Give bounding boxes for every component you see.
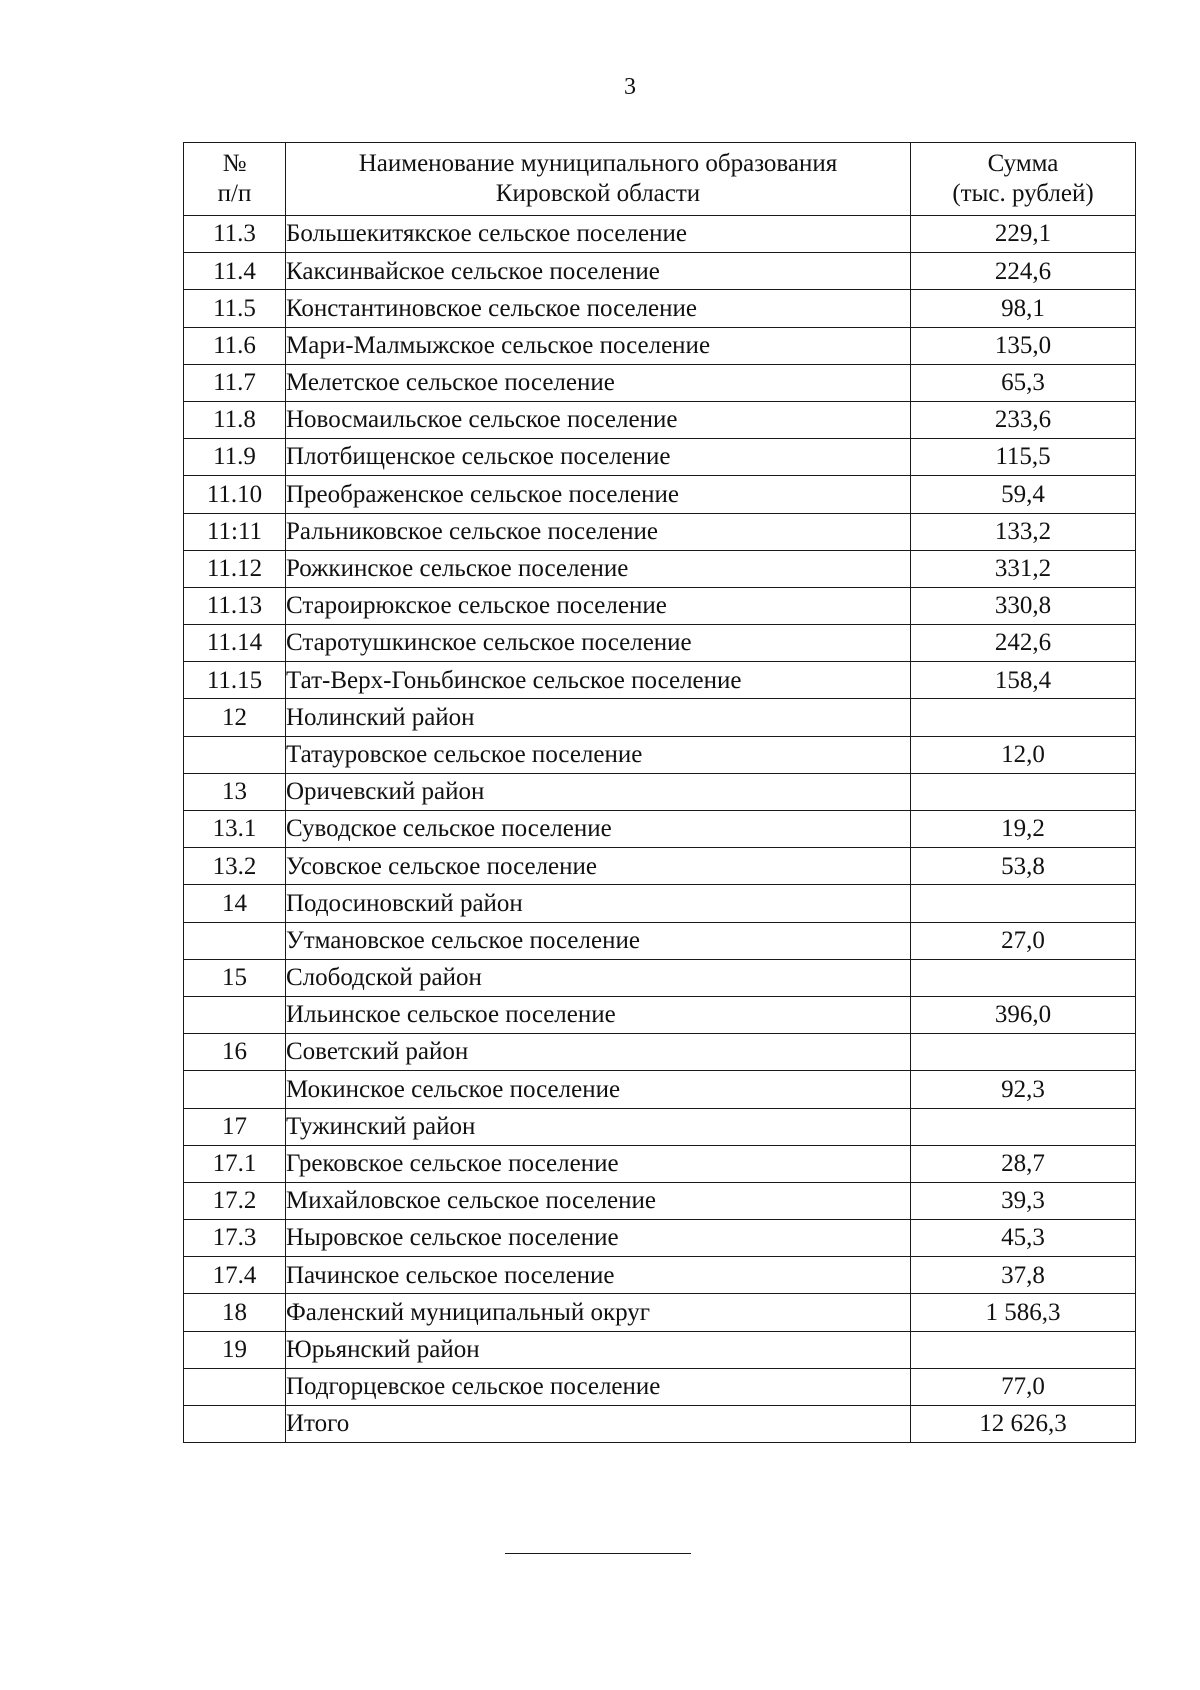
row-name-cell: Подгорцевское сельское поселение bbox=[286, 1368, 911, 1405]
table-row bbox=[184, 364, 1136, 401]
row-name-cell: Преображенское сельское поселение bbox=[286, 476, 911, 513]
row-name-cell: Ральниковское сельское поселение bbox=[286, 513, 911, 550]
row-number-cell: 11.5 bbox=[184, 290, 286, 327]
row-number-cell: 17 bbox=[184, 1108, 286, 1145]
row-name-cell: Тужинский район bbox=[286, 1108, 911, 1145]
table-row bbox=[184, 1145, 1136, 1182]
table-body bbox=[184, 216, 1136, 1443]
row-name-cell: Фаленский муниципальный округ bbox=[286, 1294, 911, 1331]
page-number: 3 bbox=[624, 74, 636, 100]
table-row bbox=[184, 736, 1136, 773]
row-sum-cell: 1 586,3 bbox=[911, 1294, 1136, 1331]
row-number-cell: 17.3 bbox=[184, 1220, 286, 1257]
row-number-cell: 11.6 bbox=[184, 327, 286, 364]
row-name-cell: Ильинское сельское поселение bbox=[286, 996, 911, 1033]
row-sum-cell: 135,0 bbox=[911, 327, 1136, 364]
row-number-cell: 11.13 bbox=[184, 587, 286, 624]
row-number-cell: 11.15 bbox=[184, 662, 286, 699]
header-sum-line2: (тыс. рублей) bbox=[952, 180, 1094, 207]
table-row bbox=[184, 773, 1136, 810]
row-sum-cell: 229,1 bbox=[911, 216, 1136, 253]
row-name-cell: Мари-Малмыжское сельское поселение bbox=[286, 327, 911, 364]
row-name-cell: Оричевский район bbox=[286, 773, 911, 810]
table-row bbox=[184, 1108, 1136, 1145]
table-row bbox=[184, 1257, 1136, 1294]
row-sum-cell: 12 626,3 bbox=[911, 1406, 1136, 1443]
row-sum-cell bbox=[911, 959, 1136, 996]
row-sum-cell: 396,0 bbox=[911, 996, 1136, 1033]
header-num-line1: № bbox=[222, 149, 247, 177]
row-number-cell: 11.9 bbox=[184, 439, 286, 476]
table-row bbox=[184, 216, 1136, 253]
row-number-cell bbox=[184, 736, 286, 773]
row-name-cell: Слободской район bbox=[286, 959, 911, 996]
row-sum-cell: 45,3 bbox=[911, 1220, 1136, 1257]
row-name-cell: Юрьянский район bbox=[286, 1331, 911, 1368]
row-number-cell: 14 bbox=[184, 885, 286, 922]
row-sum-cell: 37,8 bbox=[911, 1257, 1136, 1294]
row-number-cell: 11.14 bbox=[184, 625, 286, 662]
table-row bbox=[184, 1406, 1136, 1443]
row-name-cell: Советский район bbox=[286, 1034, 911, 1071]
table-row bbox=[184, 1331, 1136, 1368]
row-sum-cell: 53,8 bbox=[911, 848, 1136, 885]
row-sum-cell: 19,2 bbox=[911, 811, 1136, 848]
table-row bbox=[184, 327, 1136, 364]
table-row bbox=[184, 1182, 1136, 1219]
row-name-cell: Михайловское сельское поселение bbox=[286, 1182, 911, 1219]
row-sum-cell: 27,0 bbox=[911, 922, 1136, 959]
table-row bbox=[184, 1294, 1136, 1331]
row-number-cell: 12 bbox=[184, 699, 286, 736]
table-row bbox=[184, 290, 1136, 327]
row-number-cell bbox=[184, 1071, 286, 1108]
table-row bbox=[184, 625, 1136, 662]
row-sum-cell bbox=[911, 1108, 1136, 1145]
row-number-cell: 11.3 bbox=[184, 216, 286, 253]
table-row bbox=[184, 848, 1136, 885]
row-sum-cell: 330,8 bbox=[911, 587, 1136, 624]
row-sum-cell: 59,4 bbox=[911, 476, 1136, 513]
row-number-cell: 11.10 bbox=[184, 476, 286, 513]
row-number-cell: 13.1 bbox=[184, 811, 286, 848]
table-row bbox=[184, 922, 1136, 959]
row-sum-cell bbox=[911, 1034, 1136, 1071]
row-sum-cell bbox=[911, 1331, 1136, 1368]
table-row bbox=[184, 401, 1136, 438]
row-number-cell: 15 bbox=[184, 959, 286, 996]
table-row bbox=[184, 811, 1136, 848]
table-row bbox=[184, 959, 1136, 996]
row-number-cell bbox=[184, 1368, 286, 1405]
row-number-cell: 17.2 bbox=[184, 1182, 286, 1219]
row-number-cell: 19 bbox=[184, 1331, 286, 1368]
row-sum-cell: 28,7 bbox=[911, 1145, 1136, 1182]
row-name-cell: Нолинский район bbox=[286, 699, 911, 736]
row-number-cell: 11.7 bbox=[184, 364, 286, 401]
row-sum-cell: 133,2 bbox=[911, 513, 1136, 550]
row-number-cell bbox=[184, 922, 286, 959]
table-row bbox=[184, 1034, 1136, 1071]
row-sum-cell bbox=[911, 885, 1136, 922]
header-name-line2: Кировской области bbox=[495, 180, 701, 207]
row-number-cell bbox=[184, 996, 286, 1033]
table-row bbox=[184, 662, 1136, 699]
row-number-cell: 11:11 bbox=[184, 513, 286, 550]
row-name-cell: Новосмаильское сельское поселение bbox=[286, 401, 911, 438]
row-sum-cell: 115,5 bbox=[911, 439, 1136, 476]
row-number-cell: 11.4 bbox=[184, 253, 286, 290]
row-name-cell: Мокинское сельское поселение bbox=[286, 1071, 911, 1108]
table-row bbox=[184, 513, 1136, 550]
row-name-cell: Тат-Верх-Гоньбинское сельское поселение bbox=[286, 662, 911, 699]
row-number-cell: 11.8 bbox=[184, 401, 286, 438]
row-name-cell: Константиновское сельское поселение bbox=[286, 290, 911, 327]
row-name-cell: Мелетское сельское поселение bbox=[286, 364, 911, 401]
row-sum-cell: 331,2 bbox=[911, 550, 1136, 587]
table-row bbox=[184, 885, 1136, 922]
row-sum-cell: 242,6 bbox=[911, 625, 1136, 662]
row-name-cell: Большекитякское сельское поселение bbox=[286, 216, 911, 253]
row-name-cell: Плотбищенское сельское поселение bbox=[286, 439, 911, 476]
row-number-cell: 17.1 bbox=[184, 1145, 286, 1182]
header-sum-line1: Сумма bbox=[987, 149, 1059, 177]
header-num bbox=[184, 143, 286, 216]
row-sum-cell: 77,0 bbox=[911, 1368, 1136, 1405]
table-row bbox=[184, 253, 1136, 290]
table-row bbox=[184, 1368, 1136, 1405]
row-sum-cell: 224,6 bbox=[911, 253, 1136, 290]
allocation-table bbox=[183, 142, 1136, 1443]
table-row bbox=[184, 1071, 1136, 1108]
row-name-cell: Пачинское сельское поселение bbox=[286, 1257, 911, 1294]
table-row bbox=[184, 439, 1136, 476]
row-name-cell: Суводское сельское поселение bbox=[286, 811, 911, 848]
row-name-cell: Усовское сельское поселение bbox=[286, 848, 911, 885]
row-name-cell: Итого bbox=[286, 1406, 911, 1443]
table-row bbox=[184, 699, 1136, 736]
table-row bbox=[184, 476, 1136, 513]
row-sum-cell: 39,3 bbox=[911, 1182, 1136, 1219]
row-name-cell: Староирюкское сельское поселение bbox=[286, 587, 911, 624]
table-row bbox=[184, 587, 1136, 624]
header-name-line1: Наименование муниципального образования bbox=[358, 149, 838, 177]
row-sum-cell: 92,3 bbox=[911, 1071, 1136, 1108]
end-separator-line bbox=[505, 1553, 691, 1554]
table-row bbox=[184, 1220, 1136, 1257]
row-sum-cell bbox=[911, 773, 1136, 810]
row-name-cell: Утмановское сельское поселение bbox=[286, 922, 911, 959]
row-number-cell: 18 bbox=[184, 1294, 286, 1331]
row-name-cell: Старотушкинское сельское поселение bbox=[286, 625, 911, 662]
row-name-cell: Грековское сельское поселение bbox=[286, 1145, 911, 1182]
row-name-cell: Татауровское сельское поселение bbox=[286, 736, 911, 773]
row-name-cell: Ныровское сельское поселение bbox=[286, 1220, 911, 1257]
row-number-cell: 11.12 bbox=[184, 550, 286, 587]
header-sum bbox=[911, 143, 1136, 216]
row-name-cell: Рожкинское сельское поселение bbox=[286, 550, 911, 587]
row-sum-cell: 12,0 bbox=[911, 736, 1136, 773]
row-name-cell: Каксинвайское сельское поселение bbox=[286, 253, 911, 290]
table-row bbox=[184, 550, 1136, 587]
row-number-cell bbox=[184, 1406, 286, 1443]
row-number-cell: 17.4 bbox=[184, 1257, 286, 1294]
row-sum-cell: 98,1 bbox=[911, 290, 1136, 327]
row-sum-cell: 65,3 bbox=[911, 364, 1136, 401]
row-sum-cell: 233,6 bbox=[911, 401, 1136, 438]
row-sum-cell: 158,4 bbox=[911, 662, 1136, 699]
row-number-cell: 16 bbox=[184, 1034, 286, 1071]
header-num-line2: п/п bbox=[217, 180, 252, 207]
table-row bbox=[184, 996, 1136, 1033]
row-number-cell: 13 bbox=[184, 773, 286, 810]
table-header-row bbox=[184, 143, 1136, 216]
row-name-cell: Подосиновский район bbox=[286, 885, 911, 922]
row-number-cell: 13.2 bbox=[184, 848, 286, 885]
header-name bbox=[286, 143, 911, 216]
row-sum-cell bbox=[911, 699, 1136, 736]
